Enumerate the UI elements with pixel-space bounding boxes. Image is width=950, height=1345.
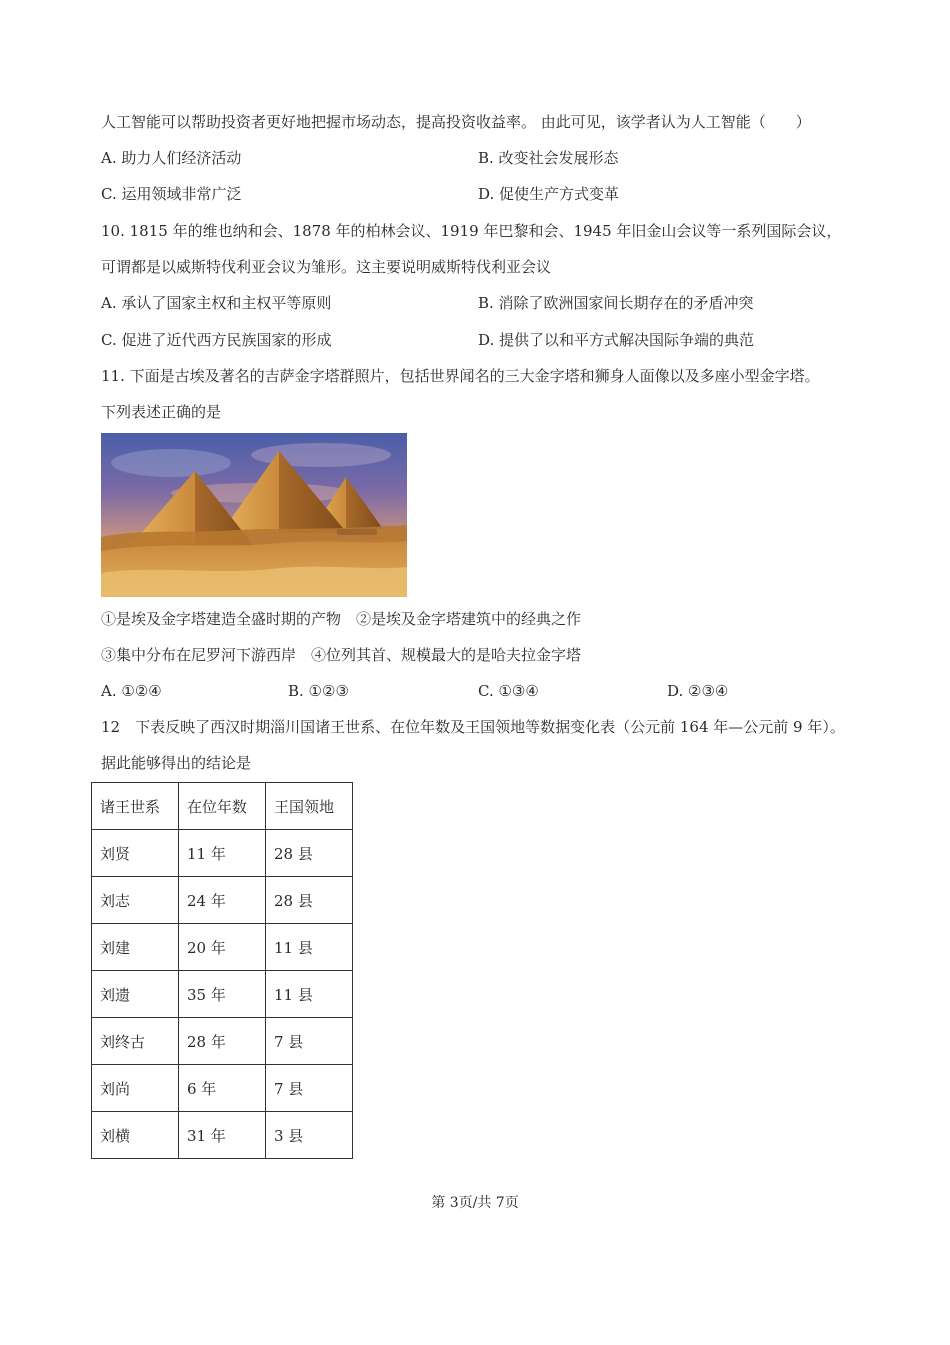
table-row xyxy=(92,1018,353,1065)
table-header-cell: 在位年数 xyxy=(179,783,266,830)
q12-stem-line1: 12 下表反映了西汉时期淄川国诸王世系、在位年数及王国领地等数据变化表（公元前 164 年—公元前 9 年）。 xyxy=(101,718,845,736)
table-cell: 7 县 xyxy=(266,1065,353,1112)
q11-option-b: B. ①②③ xyxy=(288,682,349,700)
table-cell: 24 年 xyxy=(179,877,266,924)
table-cell: 20 年 xyxy=(179,924,266,971)
q10-option-b: B. 消除了欧洲国家间长期存在的矛盾冲突 xyxy=(478,294,754,312)
table-row xyxy=(92,1065,353,1112)
table-cell: 刘建 xyxy=(92,924,179,971)
q10-option-d: D. 提供了以和平方式解决国际争端的典范 xyxy=(478,331,755,349)
q11-option-d: D. ②③④ xyxy=(667,682,729,700)
table-cell: 28 县 xyxy=(266,830,353,877)
table-row xyxy=(92,971,353,1018)
table-cell: 3 县 xyxy=(266,1112,353,1159)
pyramids-photo xyxy=(101,433,407,597)
table-cell: 11 县 xyxy=(266,971,353,1018)
table-cell: 刘终古 xyxy=(92,1018,179,1065)
table-cell: 11 年 xyxy=(179,830,266,877)
table-cell: 刘贤 xyxy=(92,830,179,877)
table-cell: 刘横 xyxy=(92,1112,179,1159)
table-row xyxy=(92,924,353,971)
q11-stem-line2: 下列表述正确的是 xyxy=(101,403,222,421)
q11-option-c: C. ①③④ xyxy=(478,682,539,700)
q9-option-d: D. 促使生产方式变革 xyxy=(478,185,620,203)
q9-option-a: A. 助力人们经济活动 xyxy=(101,149,242,167)
q10-stem-line2: 可谓都是以威斯特伐利亚会议为雏形。这主要说明威斯特伐利亚会议 xyxy=(101,258,552,276)
table-header-row xyxy=(92,783,353,830)
table-cell: 28 县 xyxy=(266,877,353,924)
q9-stem-tail: 人工智能可以帮助投资者更好地把握市场动态，提高投资收益率。 由此可见，该学者认为人工智能（ ） xyxy=(101,113,811,131)
table-cell: 11 县 xyxy=(266,924,353,971)
q10-stem-line1: 10. 1815 年的维也纳和会、1878 年的柏林会议、1919 年巴黎和会、1945 年旧金山会议等一系列国际会议， xyxy=(101,222,842,240)
table-cell: 刘尚 xyxy=(92,1065,179,1112)
table-cell: 28 年 xyxy=(179,1018,266,1065)
table-cell: 刘志 xyxy=(92,877,179,924)
q11-statement-line2: ③集中分布在尼罗河下游西岸 ④位列其首、规模最大的是哈夫拉金字塔 xyxy=(101,646,582,664)
table-row xyxy=(92,877,353,924)
q9-option-b: B. 改变社会发展形态 xyxy=(478,149,619,167)
table-cell: 6 年 xyxy=(179,1065,266,1112)
table-header-cell: 诸王世系 xyxy=(92,783,179,830)
table-row xyxy=(92,1112,353,1159)
q10-option-a: A. 承认了国家主权和主权平等原则 xyxy=(101,294,332,312)
q9-option-c: C. 运用领域非常广泛 xyxy=(101,185,242,203)
page-footer: 第 3页/共 7页 xyxy=(431,1195,519,1211)
table-row xyxy=(92,830,353,877)
table-cell: 7 县 xyxy=(266,1018,353,1065)
q11-stem-line1: 11. 下面是古埃及著名的吉萨金字塔群照片，包括世界闻名的三大金字塔和狮身人面像以及多座小型金字塔。 xyxy=(101,367,820,385)
table-cell: 刘遗 xyxy=(92,971,179,1018)
pyramids-illustration xyxy=(101,433,407,597)
q10-option-c: C. 促进了近代西方民族国家的形成 xyxy=(101,331,332,349)
q12-stem-line2: 据此能够得出的结论是 xyxy=(101,754,252,772)
table-cell: 31 年 xyxy=(179,1112,266,1159)
table-header-cell: 王国领地 xyxy=(266,783,353,830)
q11-statement-line1: ①是埃及金字塔建造全盛时期的产物 ②是埃及金字塔建筑中的经典之作 xyxy=(101,610,582,628)
zichuan-kings-table xyxy=(91,782,353,1159)
q11-option-a: A. ①②④ xyxy=(101,682,162,700)
table-cell: 35 年 xyxy=(179,971,266,1018)
